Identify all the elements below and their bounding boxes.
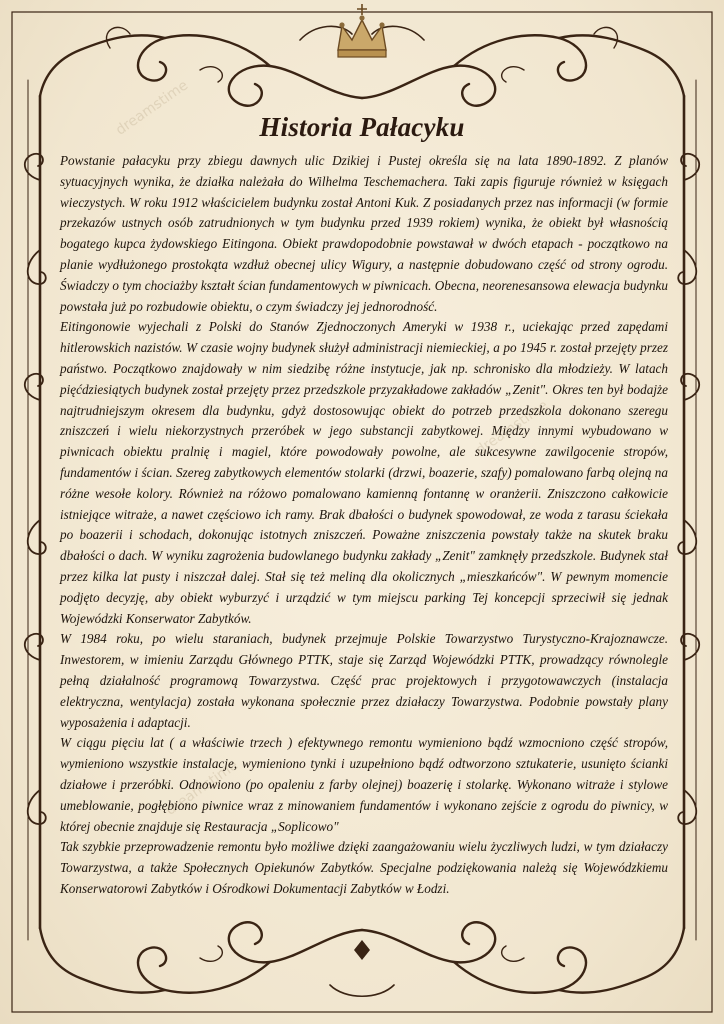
paragraph: W ciągu pięciu lat ( a właściwie trzech ) efektywnego remontu wymieniono bądź wzmocniono część stropów, wymieniono wszystkie instalacje, wymieniono tynki i uzupełniono bądź odtworzono sztukaterie, usunięto ścianki działowe i przeróbki. Odnowiono (po opaleniu z farby olejnej) boazerię i stolarkę. Wykonano witraże i stylowe umeblowanie, pogłębiono piwnice wraz z minowaniem fundamentów i wykonano zejście z ogrodu do piwnicy, w której obecnie znajduje się Restauracja „Soplicowo"	[60, 735, 668, 834]
document-title: Historia Pałacyku	[259, 112, 465, 142]
paragraph: Tak szybkie przeprowadzenie remontu było możliwe dzięki zaangażowaniu wielu życzliwych ludzi, w tym działaczy Towarzystwa, a także Społecznych Opiekunów Zabytków. Specjalne podziękowania należą się Wojewódzkiemu Konserwatorowi Zabytków i Ośrodkowi Dokumentacji Zabytków w Łodzi.	[60, 839, 668, 896]
watermark-text: dreamstime	[163, 757, 242, 819]
paragraph: Eitingonowie wyjechali z Polski do Stanów Zjednoczonych Ameryki w 1938 r., uciekając przed zapędami hitlerowskich nazistów. W czasie wojny budynek służył administracji niemieckiej, a po 1945 r. został przejęty przez państwo. Początkowo znajdowały w nim siedzibę różne instytucje, jak np. schronisko dla młodzieży. W latach pięćdziesiątych budynek został przejęty przez przedszkole przyzakładowe zakładów „Zenit". Okres ten był bodajże najtrudniejszym okresem dla budynku, gdyż dostosowując obiekt do potrzeb przedszkola dokonano szeregu zniszczeń i wielu niekorzystnych przeróbek w jego substancji zabytkowej. Między innymi wybudowano w piwnicach obiektu pralnię i magiel, które powodowały powolne, ale sukcesywne zawilgocenie stropów, fundamentów i ścian. Szereg zabytkowych elementów stolarki (drzwi, boazerie, szafy) pomalowano farbą olejną na różne wesołe kolory. Również na różowo pomalowano kamienną fontannę w oranżerii. Zniszczono całkowicie istniejące witraże, a nawet częściowo ich ramy. Brak dbałości o budynek spowodował, ze woda z tarasu ściekała po boazerii i schodach, dokonując istotnych zniszczeń. Poważne zniszczenia powstały także na skutek braku dbałości o dach. W wyniku zagrożenia budowlanego budynku zakłady „Zenit" zamknęły przedszkole. Budynek stał przez kilka lat pusty i niszczał dalej. Stał się też meliną dla okolicznych „mieszkańców". W pewnym momencie podjęto decyzję, aby obiekt wyburzyć i urządzić w tym miejscu parking Tej koncepcji sprzeciwił się jednak Wojewódzki Konserwator Zabytków.	[60, 319, 668, 626]
paragraph: W 1984 roku, po wielu staraniach, budynek przejmuje Polskie Towarzystwo Turystyczno-Krajoznawcze. Inwestorem, w imieniu Zarządu Głównego PTTK, staje się Zarząd Wojewódzki PTTK, prowadzący równolegle pełną działalność programową Towarzystwa. Część prac projektowych i przygotowawczych (instalacja elektryczna, wentylacja) została wykonana społecznie przez działaczy Towarzystwa. Podobnie powstały plany wyposażenia i adaptacji.	[60, 631, 668, 730]
document-body	[60, 151, 668, 900]
bottom-diamond	[354, 940, 370, 960]
watermark-text: dreamstime	[473, 397, 552, 459]
paragraph: Powstanie pałacyku przy zbiegu dawnych ulic Dzikiej i Pustej określa się na lata 1890-1892. Z planów sytuacyjnych wynika, że działka należała do Wilhelma Teschemachera. Taki zapis figuruje również w księgach wieczystych. W roku 1912 właścicielem budynku został Antoni Kuk. Z posiadanych przez nas informacji (w formie przekazów ustnych osób zatrudnionych w tym budynku przed 1939 rokiem) wynika, że obiekt był własnością bogatego kupca żydowskiego Eitingona. Obiekt prawdopodobnie powstawał w dwóch etapach - początkowo na planie wydłużonego prostokąta wzdłuż obecnej ulicy Wigury, a następnie dobudowano część od strony ogrodu. Świadczy o tym chociażby kształt ścian fundamentowych w piwnicach. Obecna, neorenesansowa elewacja budynku powstała już po rozbudowie obiektu, o czym świadczy jej jednorodność.	[60, 153, 668, 314]
watermark-text: dreamstime	[113, 77, 192, 139]
